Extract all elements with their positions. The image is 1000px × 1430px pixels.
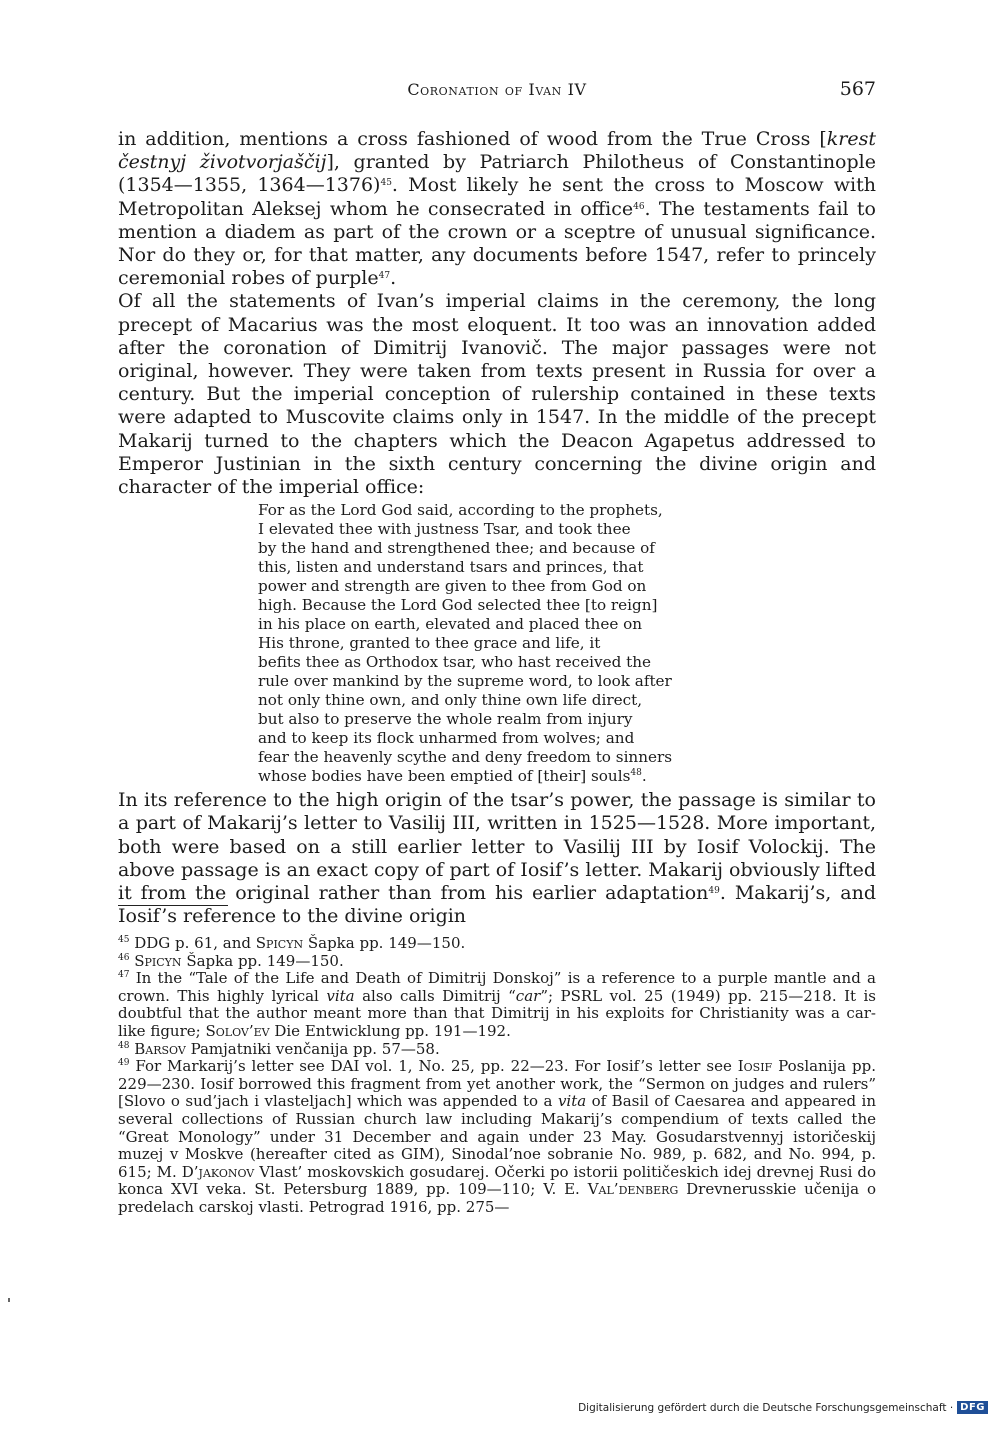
- author-name: Solov’ev: [205, 1021, 270, 1040]
- text-run: Šapka pp. 149—150.: [303, 934, 466, 952]
- text-run: Šapka pp. 149—150.: [181, 951, 344, 970]
- text-run: In the “Tale of the Life and Death of Dimitrij Donskoj” is a reference to a purple mantle and a crown. This highly lyrical: [118, 969, 876, 1005]
- footnote-49: [118, 1058, 876, 1216]
- quote-line: this, listen and understand tsars and princes, that: [258, 558, 644, 577]
- footnote-45: [118, 935, 876, 953]
- text-run: Pamjatniki venčanija pp. 57—58.: [185, 1039, 440, 1058]
- italic-term: car: [515, 986, 541, 1005]
- dfg-logo: DFG: [957, 1401, 988, 1414]
- footnote-ref-46[interactable]: 46: [633, 201, 645, 212]
- page-number: 567: [839, 78, 876, 100]
- russian-term: krest čestnyj životvorjaščij: [118, 128, 876, 174]
- quote-line: befits thee as Orthodox tsar, who hast received the: [258, 653, 652, 672]
- quote-line: fear the heavenly scythe and deny freedom to sinners: [258, 748, 673, 767]
- footnote-ref-45[interactable]: 45: [380, 178, 392, 189]
- quote-line: [258, 767, 718, 786]
- footnote-47: [118, 970, 876, 1040]
- text-run: . Most likely he sent the cross to Moscow with Metropolitan Aleksej whom he consecrated in office: [118, 174, 876, 220]
- footnote-number: 47: [118, 970, 130, 981]
- quote-line: power and strength are given to thee from God on: [258, 577, 647, 596]
- quote-line: rule over mankind by the supreme word, to look after: [258, 672, 672, 691]
- quote-line: but also to preserve the whole realm from injury: [258, 710, 633, 729]
- quote-line: in his place on earth, elevated and placed thee on: [258, 615, 643, 634]
- footnote-number: 45: [118, 935, 130, 945]
- quote-line: high. Because the Lord God selected thee [to reign]: [258, 596, 658, 615]
- footnote-number: 46: [118, 952, 130, 963]
- text-run: .: [641, 767, 647, 786]
- paragraph-1: [118, 128, 876, 290]
- italic-term: vita: [326, 986, 355, 1005]
- text-run: . Makarij’s, and Iosif’s reference to the divine origin: [118, 882, 876, 928]
- quote-line: For as the Lord God said, according to the prophets,: [258, 501, 663, 520]
- text-run: ], granted by Patriarch Philotheus of Constantinople (1354—1355, 1364—1376): [118, 151, 876, 197]
- quote-line: by the hand and strengthened thee; and because of: [258, 539, 655, 558]
- italic-term: vita: [557, 1092, 587, 1111]
- digitization-credit: Digitalisierung gefördert durch die Deutsche Forschungsgemeinschaft ·: [578, 1401, 954, 1414]
- footnotes: [118, 935, 876, 1217]
- footnote-ref-48[interactable]: 48: [630, 768, 642, 779]
- footnote-ref-49[interactable]: 49: [708, 886, 720, 897]
- text-run: In its reference to the high origin of the tsar’s power, the passage is similar to a part of Makarij’s letter to Vasilij III, written in 1525—1528. More important, both were based on a still earlier letter to Vasilij III by Iosif Volockij. The above passage is an exact copy of part of Iosif’s letter. Makarij obviously lifted it from the original rather than from his earlier adaptation: [118, 789, 876, 905]
- text-run: Vlast’ moskovskich gosudarej. Očerki po istorii političeskich idej drevnej Rusi do konca XVI veka. St. Petersburg 1889, pp. 109—110; V. E.: [118, 1162, 876, 1199]
- text-run: Drevnerusskie učenija o predelach carskoj vlasti. Petrograd 1916, pp. 275—: [118, 1180, 876, 1216]
- paragraph-3: [118, 789, 876, 928]
- text-run: of Basil of Caesarea and appeared in several collections of Russian church law including Makarij’s compendium of texts called the “Great Monology” under 31 December and again under 23 May. Gosudarstvennyj istoričeskij muzej v Moskve (hereafter cited as GIM), Sinodal’noe sobranie No. 989, p. 682, and No. 994, p. 615; M.: [118, 1092, 876, 1181]
- digitization-footer: [578, 1401, 988, 1414]
- text-run: DDG p. 61, and: [129, 934, 256, 952]
- footnote-48: [118, 1041, 876, 1059]
- text-run: Poslanija pp. 229—230. Iosif borrowed this fragment from yet another work, the “Sermon on judges and rulers” [Slovo o sud’jach i vlasteljach] which was appended to a: [118, 1057, 876, 1111]
- block-quote: [258, 501, 718, 786]
- author-name: D’jakonov: [181, 1162, 255, 1181]
- running-header: [118, 80, 876, 106]
- text-run: also calls Dimitrij “: [354, 986, 516, 1005]
- quote-line: and to keep its flock unharmed from wolves; and: [258, 729, 635, 748]
- running-title: Coronation of Ivan IV: [407, 80, 587, 99]
- text-run: in addition, mentions a cross fashioned of wood from the True Cross [: [118, 128, 827, 150]
- text-run: .: [390, 267, 397, 290]
- author-name: Val’denberg: [587, 1180, 679, 1199]
- quote-line: I elevated thee with justness Tsar, and took thee: [258, 520, 631, 539]
- scan-speck: [8, 1298, 10, 1302]
- footnote-46: [118, 953, 876, 971]
- main-text: [118, 128, 876, 928]
- text-run: . The testaments fail to mention a diadem as part of the crown or a sceptre of unusual significance. Nor do they or, for that matter, any documents before 1547, refer to princely ceremonial robes of purple: [118, 197, 876, 290]
- footnote-separator: [118, 905, 228, 906]
- quote-line: not only thine own, and only thine own life direct,: [258, 691, 643, 710]
- text-run: whose bodies have been emptied of [their] souls: [258, 767, 631, 786]
- text-run: For Markarij’s letter see DAI vol. 1, No. 25, pp. 22—23. For Iosif’s letter see: [129, 1057, 738, 1076]
- author-name: Spicyn: [134, 951, 182, 970]
- footnote-number: 48: [118, 1040, 130, 1051]
- text-run: ”; PSRL vol. 25 (1949) pp. 215—218. It is doubtful that the author meant more than that Dimitrij in his exploits for Christianity was a car-like figure;: [118, 986, 876, 1040]
- paragraph-2: Of all the statements of Ivan’s imperial claims in the ceremony, the long precept of Macarius was the most eloquent. It too was an innovation added after the coronation of Dimitrij Ivanovič. The major passages were not original, however. They were taken from texts present in Russia for over a century. But the imperial conception of rulership contained in these texts were adapted to Muscovite claims only in 1547. In the middle of the precept Makarij turned to the chapters which the Deacon Agapetus addressed to Emperor Justinian in the sixth century concerning the divine origin and character of the imperial office:: [118, 290, 876, 499]
- footnote-ref-47[interactable]: 47: [378, 271, 391, 282]
- footnote-number: 49: [118, 1058, 130, 1069]
- text-run: Die Entwicklung pp. 191—192.: [269, 1021, 511, 1040]
- author-name: Spicyn: [255, 934, 304, 952]
- quote-line: His throne, granted to thee grace and life, it: [258, 634, 601, 653]
- author-name: Barsov: [134, 1039, 186, 1058]
- author-name: Iosif: [737, 1057, 773, 1076]
